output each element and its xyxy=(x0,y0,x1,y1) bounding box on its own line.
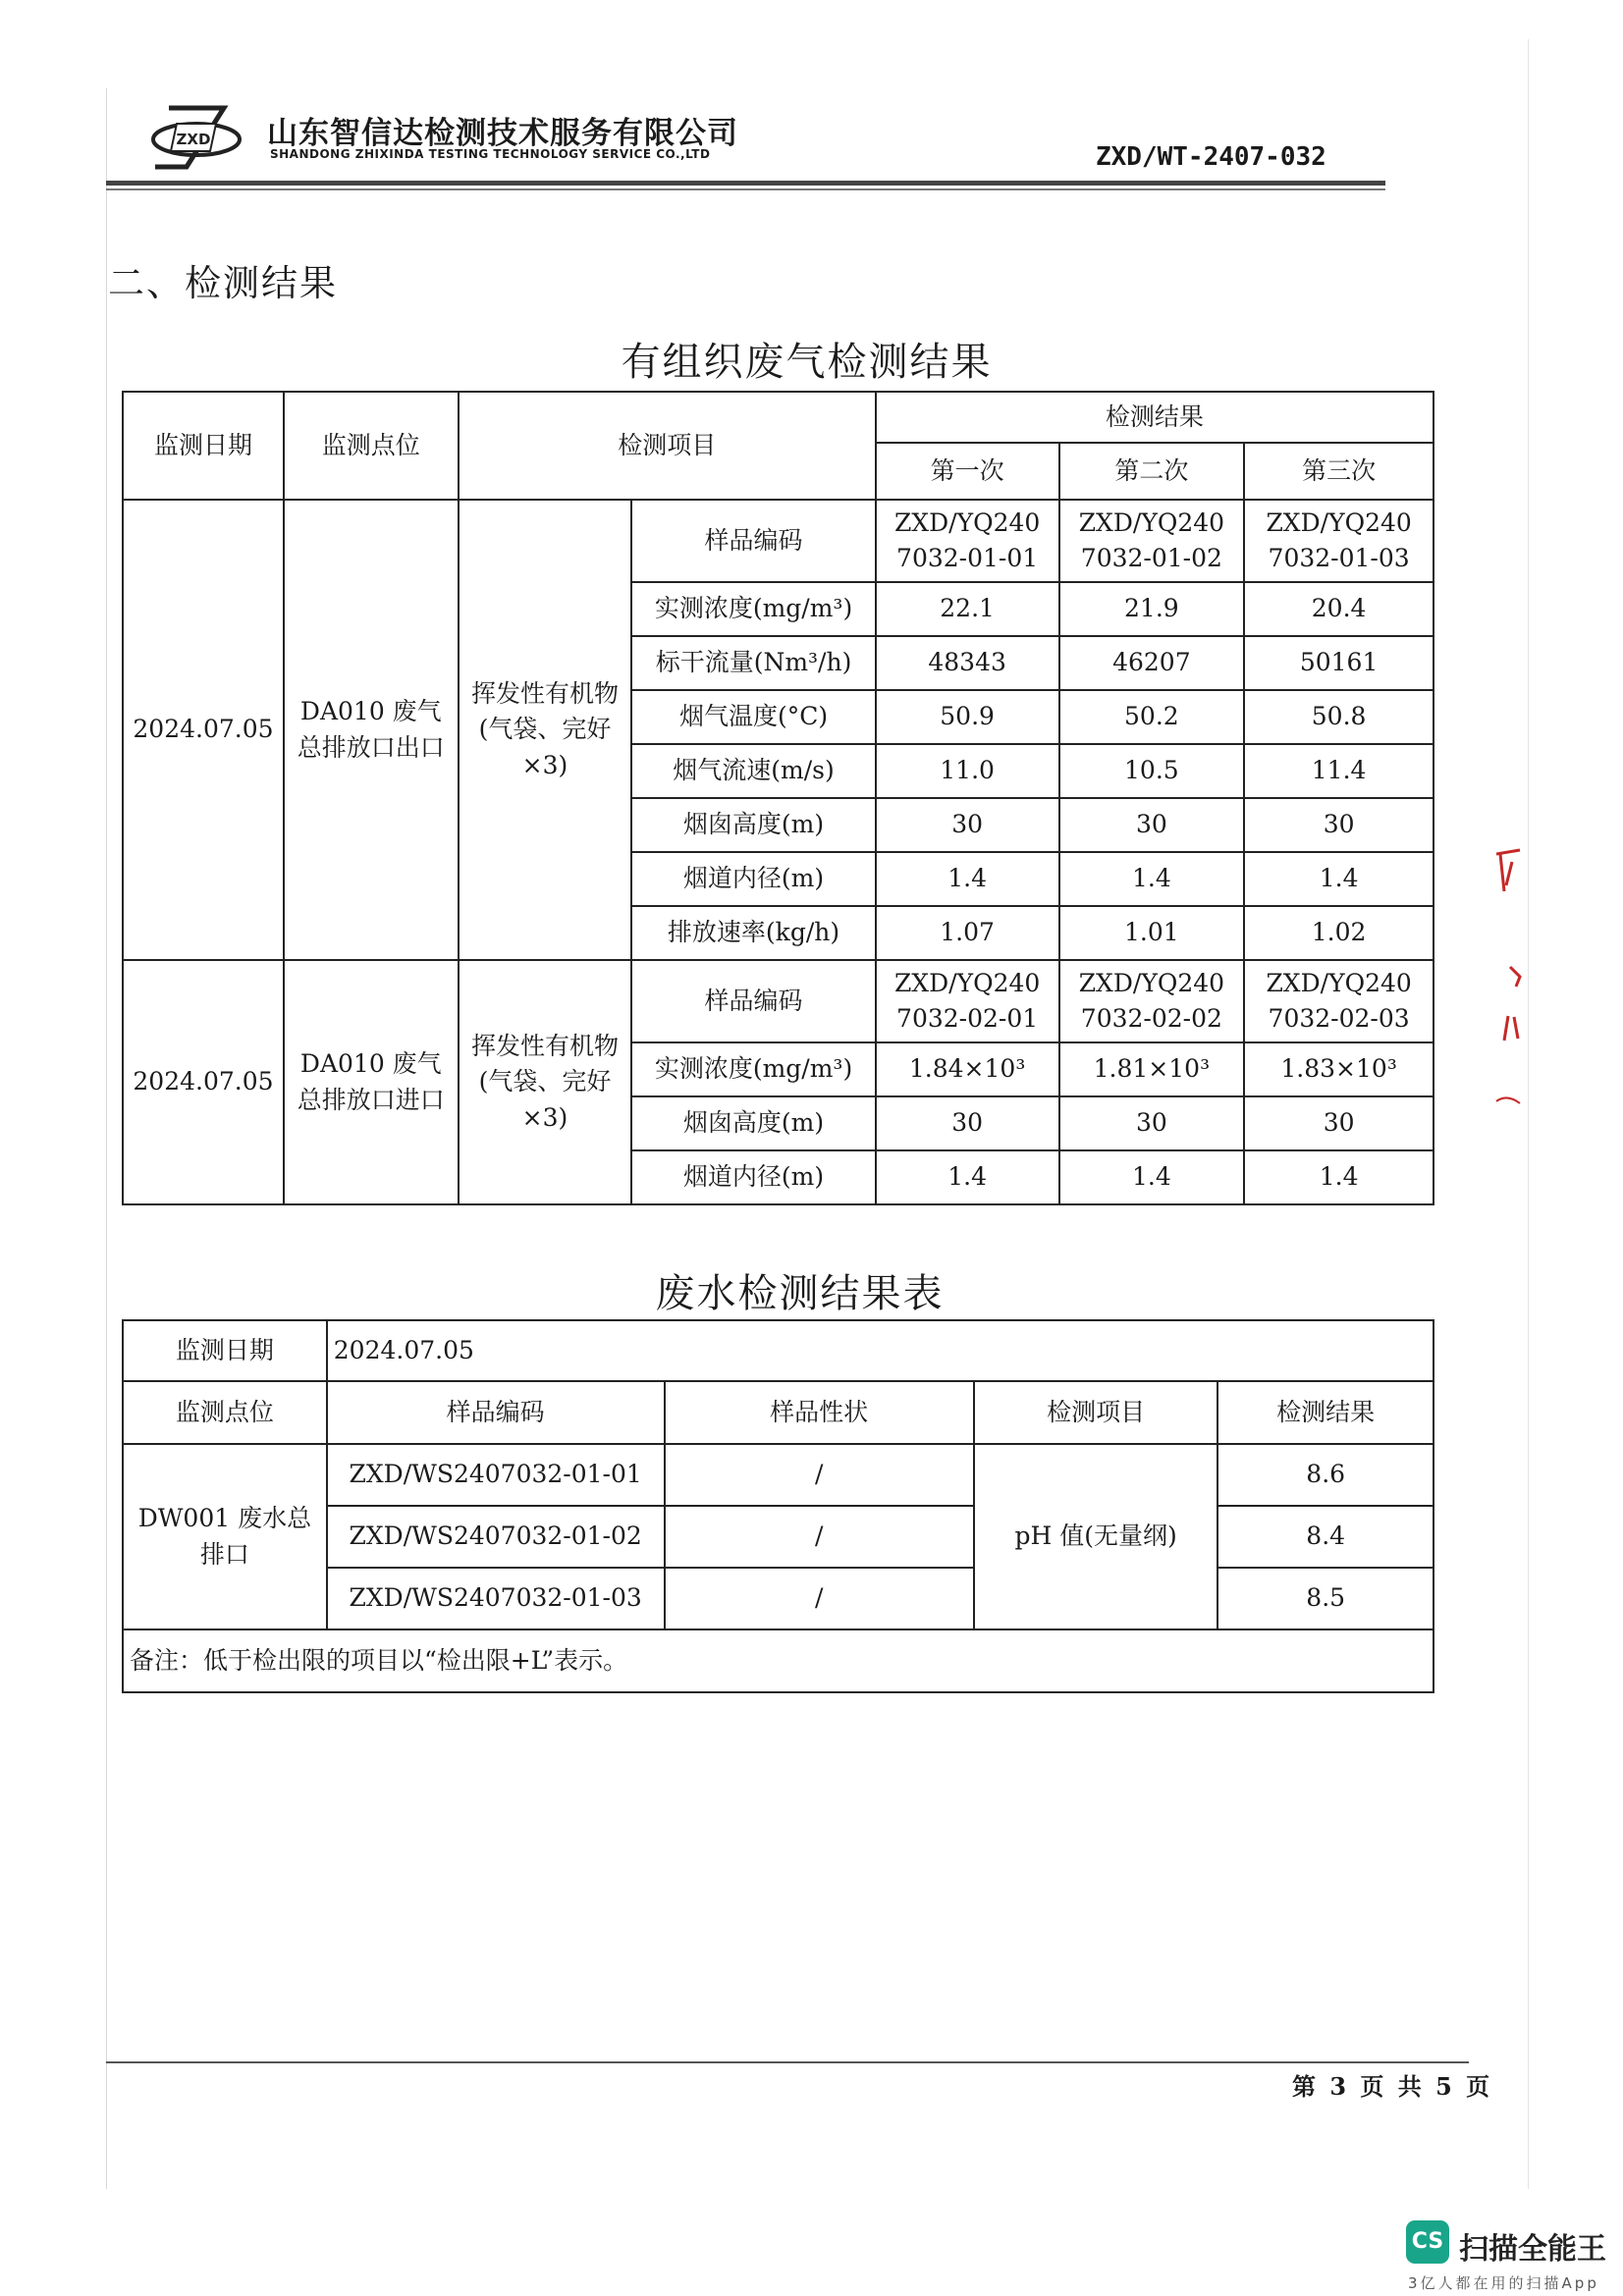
cell: 1.01 xyxy=(1059,906,1245,960)
param: 标干流量(Nm³/h) xyxy=(631,636,875,690)
company-name-en: SHANDONG ZHIXINDA TESTING TECHNOLOGY SERVICE CO.,LTD xyxy=(270,147,711,161)
company-name-cn: 山东智信达检测技术服务有限公司 xyxy=(267,116,738,151)
cell: 1.07 xyxy=(876,906,1059,960)
camscanner-logo-icon: CS xyxy=(1406,2220,1449,2264)
sample-code: ZXD/WS2407032-01-02 xyxy=(327,1506,665,1568)
header-item: 检测项目 xyxy=(974,1381,1218,1444)
sample-state: / xyxy=(665,1506,974,1568)
header-run1: 第一次 xyxy=(876,443,1059,500)
cell: 30 xyxy=(1244,1096,1434,1150)
scanner-app-name: 扫描全能王 xyxy=(1459,2232,1606,2267)
header-result: 检测结果 xyxy=(1217,1381,1434,1444)
cell: 30 xyxy=(1059,1096,1245,1150)
page-number: 第 3 页 共 5 页 xyxy=(1292,2072,1490,2101)
table-row xyxy=(123,500,1434,582)
header-item: 检测项目 xyxy=(459,392,876,500)
gas-table-title: 有组织废气检测结果 xyxy=(621,340,993,385)
result: 8.5 xyxy=(1217,1568,1434,1629)
header-sample: 样品编码 xyxy=(327,1381,665,1444)
cell: 48343 xyxy=(876,636,1059,690)
group-date: 2024.07.05 xyxy=(123,960,284,1204)
remark: 备注：低于检出限的项目以“检出限+L”表示。 xyxy=(123,1629,1434,1692)
cell: ZXD/YQ2407032-01-02 xyxy=(1059,500,1245,582)
cell: 30 xyxy=(876,798,1059,852)
sample-code: ZXD/WS2407032-01-01 xyxy=(327,1444,665,1506)
header-run2: 第二次 xyxy=(1059,443,1245,500)
cell: 1.84×10³ xyxy=(876,1042,1059,1096)
water-date-value: 2024.07.05 xyxy=(327,1320,1434,1381)
document-number: ZXD/WT-2407-032 xyxy=(1096,142,1326,172)
param: 样品编码 xyxy=(631,960,875,1042)
cell: 50.8 xyxy=(1244,690,1434,744)
header-point: 监测点位 xyxy=(284,392,459,500)
header-state: 样品性状 xyxy=(665,1381,974,1444)
table-row xyxy=(123,1444,1434,1506)
cell: 20.4 xyxy=(1244,582,1434,636)
red-stamp-fragment-icon xyxy=(1490,844,1532,1139)
param: 烟气温度(°C) xyxy=(631,690,875,744)
param: 烟囱高度(m) xyxy=(631,798,875,852)
scanner-tagline: 3亿人都在用的扫描App xyxy=(1408,2274,1599,2292)
result: 8.6 xyxy=(1217,1444,1434,1506)
water-point: DW001 废水总排口 xyxy=(123,1444,327,1629)
param: 烟囱高度(m) xyxy=(631,1096,875,1150)
cell: 1.4 xyxy=(876,852,1059,906)
cell: 50.2 xyxy=(1059,690,1245,744)
cell: 1.4 xyxy=(1059,852,1245,906)
cell: 1.4 xyxy=(1244,852,1434,906)
sample-code: ZXD/WS2407032-01-03 xyxy=(327,1568,665,1629)
cell: 21.9 xyxy=(1059,582,1245,636)
group-date: 2024.07.05 xyxy=(123,500,284,960)
group-item: 挥发性有机物(气袋、完好×3) xyxy=(459,960,632,1204)
cell: ZXD/YQ2407032-01-01 xyxy=(876,500,1059,582)
cell: ZXD/YQ2407032-02-02 xyxy=(1059,960,1245,1042)
param: 样品编码 xyxy=(631,500,875,582)
cell: 1.4 xyxy=(1059,1150,1245,1204)
section-title: 二、检测结果 xyxy=(108,262,338,304)
company-logo-icon xyxy=(147,98,245,177)
gas-results-table xyxy=(122,391,1434,1205)
footer-rule xyxy=(106,2061,1469,2063)
cell: 50.9 xyxy=(876,690,1059,744)
group-item: 挥发性有机物(气袋、完好×3) xyxy=(459,500,632,960)
cell: 10.5 xyxy=(1059,744,1245,798)
cell: 11.4 xyxy=(1244,744,1434,798)
param: 实测浓度(mg/m³) xyxy=(631,1042,875,1096)
param: 烟道内径(m) xyxy=(631,852,875,906)
cell: 30 xyxy=(876,1096,1059,1150)
cell: ZXD/YQ2407032-01-03 xyxy=(1244,500,1434,582)
cell: 46207 xyxy=(1059,636,1245,690)
header-results: 检测结果 xyxy=(876,392,1434,443)
cell: 1.81×10³ xyxy=(1059,1042,1245,1096)
water-table-title: 废水检测结果表 xyxy=(655,1271,945,1316)
cell: 50161 xyxy=(1244,636,1434,690)
cell: ZXD/YQ2407032-02-03 xyxy=(1244,960,1434,1042)
cell: 30 xyxy=(1244,798,1434,852)
param: 实测浓度(mg/m³) xyxy=(631,582,875,636)
header-run3: 第三次 xyxy=(1244,443,1434,500)
cell: 30 xyxy=(1059,798,1245,852)
cell: 11.0 xyxy=(876,744,1059,798)
water-date-label: 监测日期 xyxy=(123,1320,327,1381)
cell: 1.4 xyxy=(1244,1150,1434,1204)
group-point: DA010 废气总排放口出口 xyxy=(284,500,459,960)
table-row xyxy=(123,960,1434,1042)
sample-state: / xyxy=(665,1444,974,1506)
cell: 22.1 xyxy=(876,582,1059,636)
param: 排放速率(kg/h) xyxy=(631,906,875,960)
result: 8.4 xyxy=(1217,1506,1434,1568)
cell: 1.02 xyxy=(1244,906,1434,960)
cell: 1.83×10³ xyxy=(1244,1042,1434,1096)
group-point: DA010 废气总排放口进口 xyxy=(284,960,459,1204)
param: 烟道内径(m) xyxy=(631,1150,875,1204)
water-results-table xyxy=(122,1319,1434,1693)
sample-state: / xyxy=(665,1568,974,1629)
logo-text: ZXD xyxy=(176,131,211,148)
water-item: pH 值(无量纲) xyxy=(974,1444,1218,1629)
header-rule-thin xyxy=(106,188,1385,190)
header-date: 监测日期 xyxy=(123,392,284,500)
cell: 1.4 xyxy=(876,1150,1059,1204)
cell: ZXD/YQ2407032-02-01 xyxy=(876,960,1059,1042)
header-rule xyxy=(106,181,1385,186)
header-point: 监测点位 xyxy=(123,1381,327,1444)
page-edge-left xyxy=(106,88,107,2189)
param: 烟气流速(m/s) xyxy=(631,744,875,798)
